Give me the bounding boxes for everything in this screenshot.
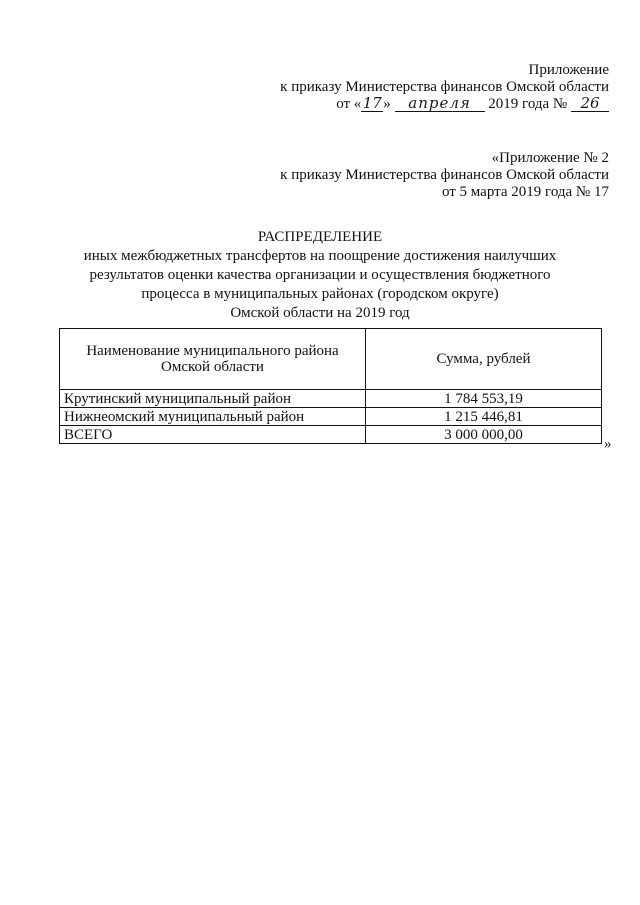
date-prefix: от « xyxy=(336,96,362,112)
column-header-amount: Сумма, рублей xyxy=(366,329,602,390)
distribution-table xyxy=(59,328,602,444)
title-line-4: Омской области на 2019 год xyxy=(230,305,410,321)
district-name: Нижнеомский муниципальный район xyxy=(60,408,366,426)
document-title xyxy=(0,228,640,323)
date-quote-close: » xyxy=(383,96,391,112)
table-row xyxy=(60,408,602,426)
original-order-date: от 5 марта 2019 года № 17 xyxy=(441,184,609,200)
title-line-1: иных межбюджетных трансфертов на поощрение достижения наилучших xyxy=(83,248,557,264)
handwritten-order-number: 26 xyxy=(571,96,609,112)
district-name: Крутинский муниципальный район xyxy=(60,390,366,408)
original-appendix-label: «Приложение № 2 xyxy=(491,150,609,166)
district-amount: 1 215 446,81 xyxy=(366,408,602,426)
total-amount: 3 000 000,00 xyxy=(366,426,602,444)
date-year: 2019 года № xyxy=(488,96,568,112)
handwritten-day: 17 xyxy=(362,94,382,112)
appendix-label: Приложение xyxy=(528,62,609,78)
appendix-header xyxy=(280,62,609,113)
column-header-district xyxy=(60,329,366,390)
title-line-2: результатов оценки качества организации и осуществления бюджетного xyxy=(89,267,551,283)
total-label: ВСЕГО xyxy=(60,426,366,444)
title-line-3: процесса в муниципальных районах (городском округе) xyxy=(141,286,499,302)
column-header-district-line1: Наименование муниципального района xyxy=(86,343,339,359)
table-header-row xyxy=(60,329,602,390)
handwritten-month: апреля xyxy=(395,96,485,112)
original-appendix-header xyxy=(280,150,609,201)
order-date-line xyxy=(280,96,609,113)
district-amount: 1 784 553,19 xyxy=(366,390,602,408)
title-heading: РАСПРЕДЕЛЕНИЕ xyxy=(257,229,383,245)
table-row xyxy=(60,390,602,408)
original-order-reference: к приказу Министерства финансов Омской области xyxy=(280,167,609,183)
order-reference: к приказу Министерства финансов Омской области xyxy=(280,79,609,95)
closing-quote: » xyxy=(604,436,612,452)
table-total-row xyxy=(60,426,602,444)
column-header-district-line2: Омской области xyxy=(161,359,264,375)
